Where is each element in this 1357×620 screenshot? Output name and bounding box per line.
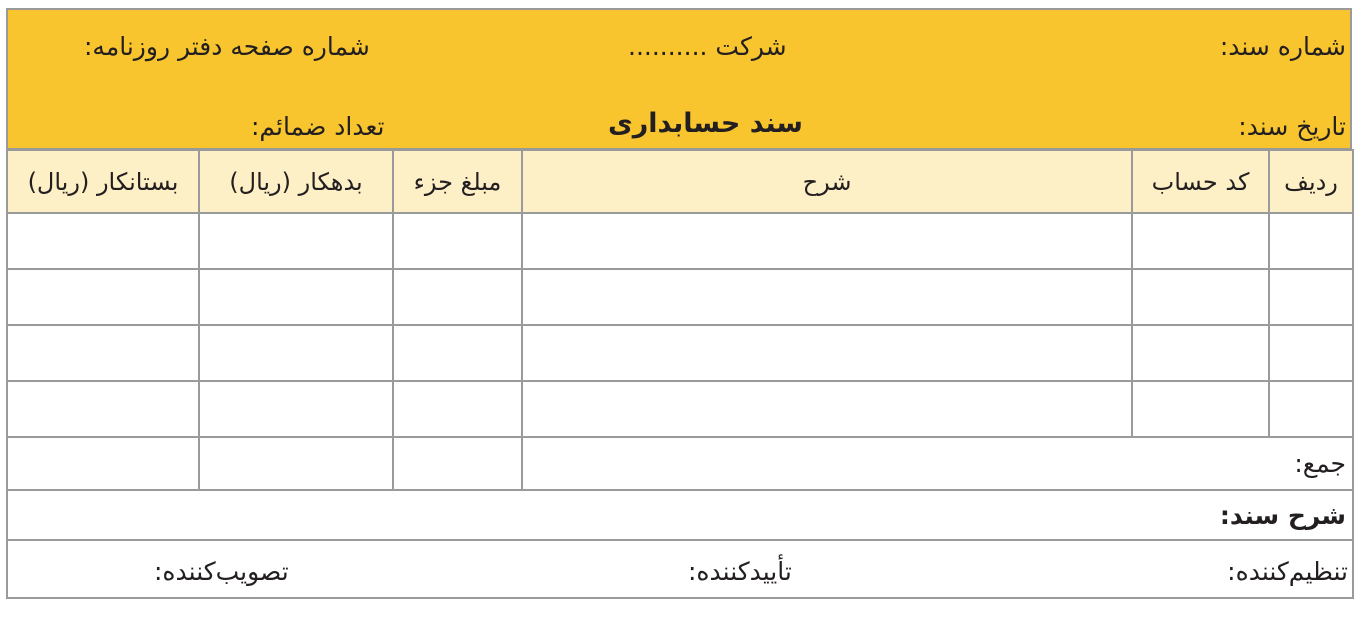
account-code-cell[interactable] xyxy=(1132,381,1269,437)
credit-total-cell[interactable] xyxy=(7,437,199,490)
row-number-cell[interactable] xyxy=(1269,213,1353,269)
description-row xyxy=(7,490,1353,540)
column-header-row xyxy=(7,150,1353,213)
document-description-label: شرح سند: xyxy=(7,490,1353,540)
partial-amount-cell[interactable] xyxy=(393,381,522,437)
approved-by-label: تصویب‌کننده: xyxy=(154,557,289,586)
row-number-cell[interactable] xyxy=(1269,325,1353,381)
description-cell[interactable] xyxy=(522,213,1132,269)
company-label: شرکت .......... xyxy=(628,32,787,61)
confirmed-by-label: تأیید‌کننده: xyxy=(688,557,792,586)
attachments-label: تعداد ضمائم: xyxy=(251,112,385,141)
voucher-table xyxy=(6,149,1354,599)
column-header-account-code: کد حساب xyxy=(1132,150,1269,213)
description-cell[interactable] xyxy=(522,269,1132,325)
journal-page-label: شماره صفحه دفتر روزنامه: xyxy=(84,32,370,61)
description-cell[interactable] xyxy=(522,325,1132,381)
account-code-cell[interactable] xyxy=(1132,213,1269,269)
description-cell[interactable] xyxy=(522,381,1132,437)
debit-total-cell[interactable] xyxy=(199,437,393,490)
account-code-cell[interactable] xyxy=(1132,269,1269,325)
column-header-credit: بستانکار (ریال) xyxy=(7,150,199,213)
partial-amount-cell[interactable] xyxy=(393,213,522,269)
credit-cell[interactable] xyxy=(7,213,199,269)
table-row xyxy=(7,381,1353,437)
column-header-description: شرح xyxy=(522,150,1132,213)
total-row xyxy=(7,437,1353,490)
table-row xyxy=(7,325,1353,381)
table-row xyxy=(7,213,1353,269)
voucher-title: سند حسابداری xyxy=(608,108,803,139)
account-code-cell[interactable] xyxy=(1132,325,1269,381)
document-number-label: شماره سند: xyxy=(1219,32,1346,61)
partial-total-cell[interactable] xyxy=(393,437,522,490)
debit-cell[interactable] xyxy=(199,213,393,269)
signature-row xyxy=(7,540,1353,598)
column-header-partial-amount: مبلغ جزء xyxy=(393,150,522,213)
debit-cell[interactable] xyxy=(199,381,393,437)
table-row xyxy=(7,269,1353,325)
accounting-voucher xyxy=(6,8,1352,612)
credit-cell[interactable] xyxy=(7,381,199,437)
voucher-header xyxy=(6,8,1352,150)
signature-cell xyxy=(7,540,1353,598)
debit-cell[interactable] xyxy=(199,269,393,325)
debit-cell[interactable] xyxy=(199,325,393,381)
credit-cell[interactable] xyxy=(7,269,199,325)
prepared-by-label: تنظیم‌کننده: xyxy=(1227,557,1348,586)
row-number-cell[interactable] xyxy=(1269,269,1353,325)
column-header-debit: بدهکار (ریال) xyxy=(199,150,393,213)
partial-amount-cell[interactable] xyxy=(393,325,522,381)
row-number-cell[interactable] xyxy=(1269,381,1353,437)
partial-amount-cell[interactable] xyxy=(393,269,522,325)
column-header-row-number: ردیف xyxy=(1269,150,1353,213)
total-label: جمع: xyxy=(522,437,1353,490)
credit-cell[interactable] xyxy=(7,325,199,381)
document-date-label: تاریخ سند: xyxy=(1238,112,1346,141)
